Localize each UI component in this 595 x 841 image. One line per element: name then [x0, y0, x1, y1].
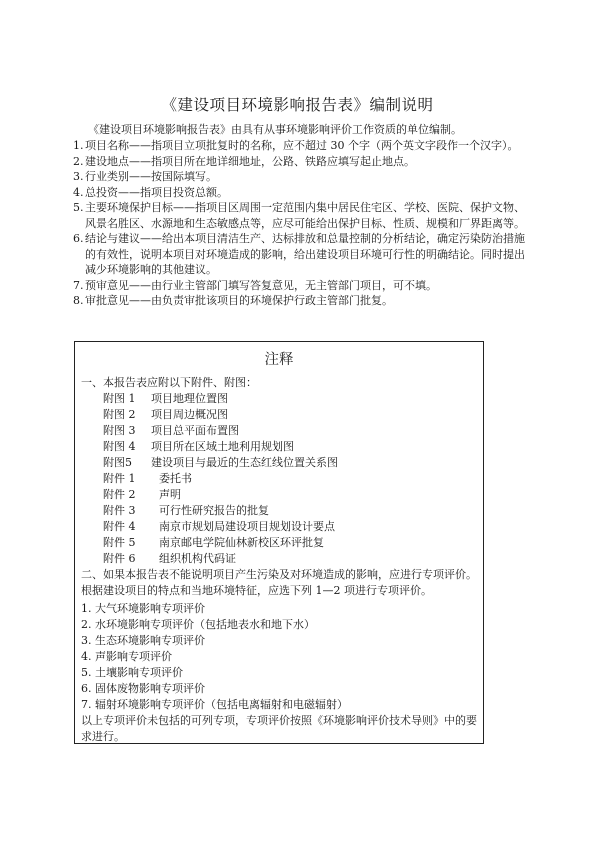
list-item	[73, 200, 528, 231]
evaluation-list	[75, 601, 483, 713]
evaluation-item: 3. 生态环境影响专项评价	[81, 634, 205, 647]
attachment-item	[103, 407, 483, 423]
attachment-title: 建设项目与最近的生态红线位置关系图	[151, 456, 338, 469]
notes-box	[74, 341, 484, 744]
evaluation-item: 5. 土壤影响专项评价	[81, 666, 183, 679]
attachment-title: 南京邮电学院仙林新校区环评批复	[159, 536, 324, 549]
notes-section-1-heading: 一、本报告表应附以下附件、附图：	[81, 376, 257, 389]
attachment-label: 附图5	[103, 456, 132, 469]
attachment-label: 附图 3	[103, 424, 136, 437]
item-text: 审批意见——由负责审批该项目的环境保护行政主管部门批复。	[85, 294, 393, 307]
item-number: 1.	[73, 139, 84, 152]
list-item	[73, 138, 528, 154]
attachment-title: 项目总平面布置图	[151, 424, 239, 437]
attachment-label: 附件 2	[103, 488, 136, 501]
attachment-item	[103, 519, 483, 535]
attachment-label: 附图 4	[103, 440, 136, 453]
attachment-label: 附图 2	[103, 408, 136, 421]
item-number: 7.	[73, 278, 84, 292]
attachment-label: 附件 4	[103, 520, 136, 533]
attachment-label: 附件 5	[103, 536, 136, 549]
evaluation-item: 4. 声影响专项评价	[81, 650, 172, 663]
attachment-title: 可行性研究报告的批复	[159, 504, 269, 517]
attachment-item	[103, 391, 483, 407]
item-number: 8.	[73, 294, 84, 307]
item-number: 3.	[73, 170, 84, 183]
attachment-title: 项目地理位置图	[151, 392, 228, 405]
attachment-title: 组织机构代码证	[159, 552, 236, 565]
item-number: 5.	[73, 201, 84, 214]
item-text: 总投资——指项目投资总额。	[85, 185, 228, 199]
attachment-title: 项目所在区域土地利用规划图	[151, 440, 294, 453]
attachment-item	[103, 503, 483, 519]
attachment-label: 附件 3	[103, 504, 136, 517]
item-number: 6.	[73, 232, 84, 245]
notes-section-2-text: 二、如果本报告表不能说明项目产生污染及对环境造成的影响，应进行专项评价。根据建设项目的特点和当地环境特征，应选下列 1—2 项进行专项评价。	[81, 568, 477, 597]
attachment-item	[103, 487, 483, 503]
list-item	[73, 185, 528, 201]
attachment-item	[103, 535, 483, 551]
evaluation-item: 2. 水环境影响专项评价（包括地表水和地下水）	[81, 618, 315, 631]
evaluation-item: 6. 固体废物影响专项评价	[81, 682, 205, 695]
list-item	[73, 231, 528, 278]
attachment-title: 委托书	[159, 472, 192, 485]
notes-title: 注释	[264, 352, 294, 368]
attachment-item	[103, 455, 483, 471]
attachment-item	[103, 439, 483, 455]
attachment-item	[103, 551, 483, 567]
attachment-label: 附件 6	[103, 552, 136, 565]
evaluation-item: 7. 辐射环境影响专项评价（包括电离辐射和电磁辐射）	[81, 698, 348, 711]
page-title: 《建设项目环境影响报告表》编制说明	[161, 96, 434, 114]
evaluation-item: 1. 大气环境影响专项评价	[81, 602, 205, 615]
attachment-label: 附件 1	[103, 472, 136, 485]
list-item	[73, 169, 528, 185]
intro-paragraph: 《建设项目环境影响报告表》由具有从事环境影响评价工作资质的单位编制。	[88, 123, 462, 136]
notes-footer-text: 以上专项评价未包括的可列专项，专项评价按照《环境影响评价技术导则》中的要求进行。	[81, 714, 477, 743]
attachment-title: 声明	[159, 488, 181, 501]
attachment-list	[75, 391, 483, 567]
list-item	[73, 278, 528, 294]
attachment-item	[103, 423, 483, 439]
list-item	[73, 154, 528, 170]
item-number: 4.	[73, 185, 84, 199]
item-text: 结论与建议——给出本项目清洁生产、达标排放和总量控制的分析结论，确定污染防治措施的有效性，说明本项目对环境造成的影响，给出建设项目环境可行性的明确结论。同时提出减少环境影响的其他建议。	[85, 232, 525, 276]
attachment-title: 项目周边概况图	[151, 408, 228, 421]
item-number: 2.	[73, 154, 84, 168]
item-text: 建设地点——指项目所在地详细地址，公路、铁路应填写起止地点。	[85, 154, 415, 168]
attachment-label: 附图 1	[103, 392, 136, 405]
item-text: 预审意见——由行业主管部门填写答复意见，无主管部门项目，可不填。	[85, 278, 437, 292]
instruction-list	[73, 138, 528, 309]
list-item	[73, 293, 528, 309]
item-text: 主要环境保护目标——指项目区周围一定范围内集中居民住宅区、学校、医院、保护文物、风景名胜区、水源地和生态敏感点等，应尽可能给出保护目标、性质、规模和厂界距离等。	[85, 201, 525, 230]
attachment-title: 南京市规划局建设项目规划设计要点	[159, 520, 335, 533]
attachment-item	[103, 471, 483, 487]
item-text: 项目名称——指项目立项批复时的名称，应不超过 30 个字（两个英文字段作一个汉字）。	[85, 139, 519, 152]
item-text: 行业类别——按国际填写。	[85, 170, 217, 183]
